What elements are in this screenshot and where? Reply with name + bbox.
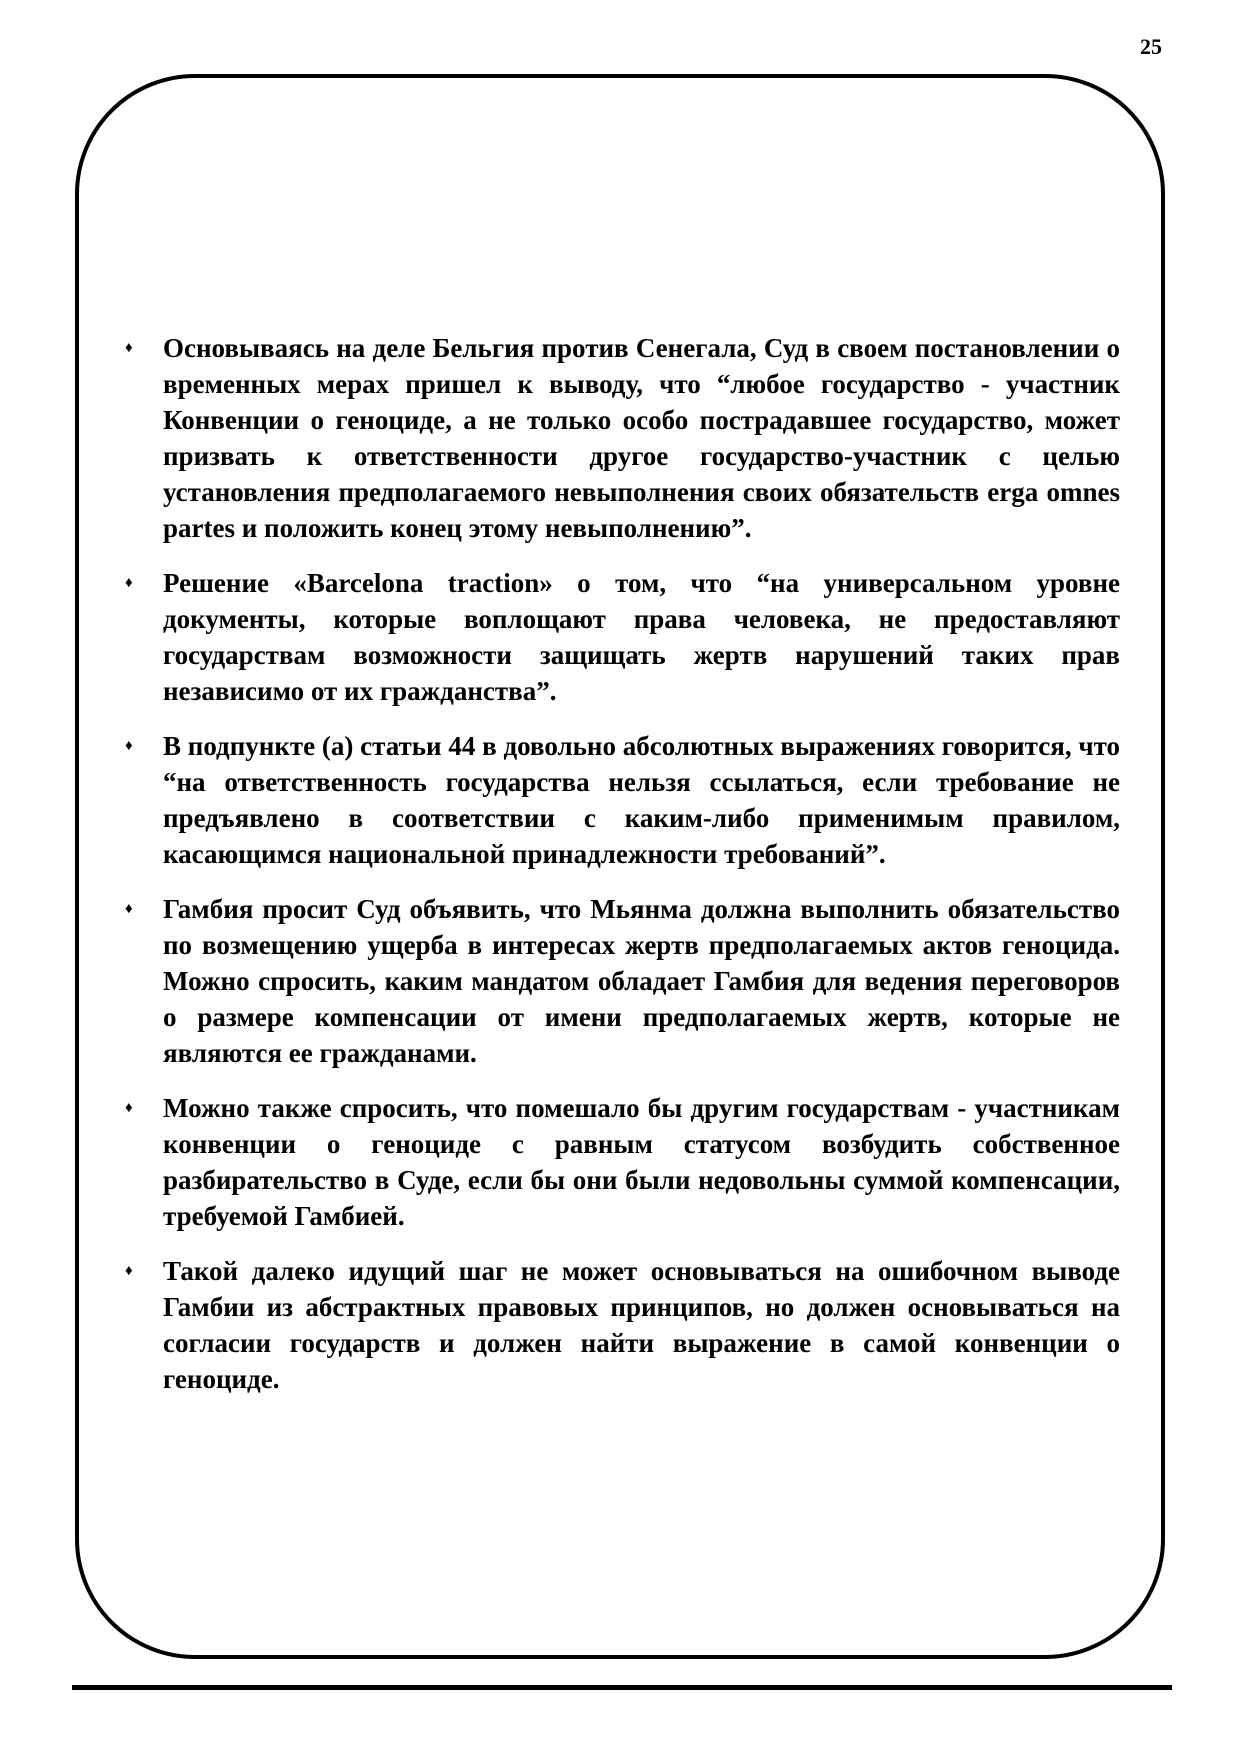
diamond-bullet-icon: ♦ (125, 575, 133, 591)
bullet-item (125, 330, 1120, 546)
bullet-item (125, 1253, 1120, 1397)
bullet-list (125, 330, 1120, 1416)
bullet-item (125, 728, 1120, 872)
bullet-text: Основываясь на деле Бельгия против Сенегала, Суд в своем постановлении о временных мерах пришел к выводу, что “любое государство - участник Конвенции о геноциде, а не только особо пострадавшее государство, может призвать к ответственности другое государство-участник с целью установления предполагаемого невыполнения своих обязательств erga omnes partes и положить конец этому невыполнению”. (163, 333, 1120, 543)
bullet-item (125, 565, 1120, 709)
bullet-text: Можно также спросить, что помешало бы другим государствам - участникам конвенции о геноциде с равным статусом возбудить собственное разбирательство в Суде, если бы они были недовольны суммой компенсации, требуемой Гамбией. (163, 1093, 1120, 1231)
bullet-text: Такой далеко идущий шаг не может основываться на ошибочном выводе Гамбии из абстрактных правовых принципов, но должен основываться на согласии государств и должен найти выражение в самой конвенции о геноциде. (163, 1256, 1120, 1394)
footer-rule (72, 1685, 1172, 1690)
page-number: 25 (1140, 34, 1162, 59)
bullet-item (125, 1090, 1120, 1234)
diamond-bullet-icon: ♦ (125, 1100, 133, 1116)
bullet-text: Решение «Barcelona traction» о том, что “на универсальном уровне документы, которые воплощают права человека, не предоставляют государствам возможности защищать жертв нарушений таких прав независимо от их гражданства”. (163, 568, 1120, 706)
diamond-bullet-icon: ♦ (125, 340, 133, 356)
diamond-bullet-icon: ♦ (125, 738, 133, 754)
diamond-bullet-icon: ♦ (125, 1263, 133, 1279)
bullet-text: Гамбия просит Суд объявить, что Мьянма должна выполнить обязательство по возмещению ущерба в интересах жертв предполагаемых актов геноцида. Можно спросить, каким мандатом обладает Гамбия для ведения переговоров о размере компенсации от имени предполагаемых жертв, которые не являются ее гражданами. (163, 894, 1120, 1068)
bullet-item (125, 891, 1120, 1071)
diamond-bullet-icon: ♦ (125, 901, 133, 917)
bullet-text: В подпункте (a) статьи 44 в довольно абсолютных выражениях говорится, что “на ответственность государства нельзя ссылаться, если требование не предъявлено в соответствии с каким-либо применимым правилом, касающимся национальной принадлежности требований”. (163, 731, 1120, 869)
